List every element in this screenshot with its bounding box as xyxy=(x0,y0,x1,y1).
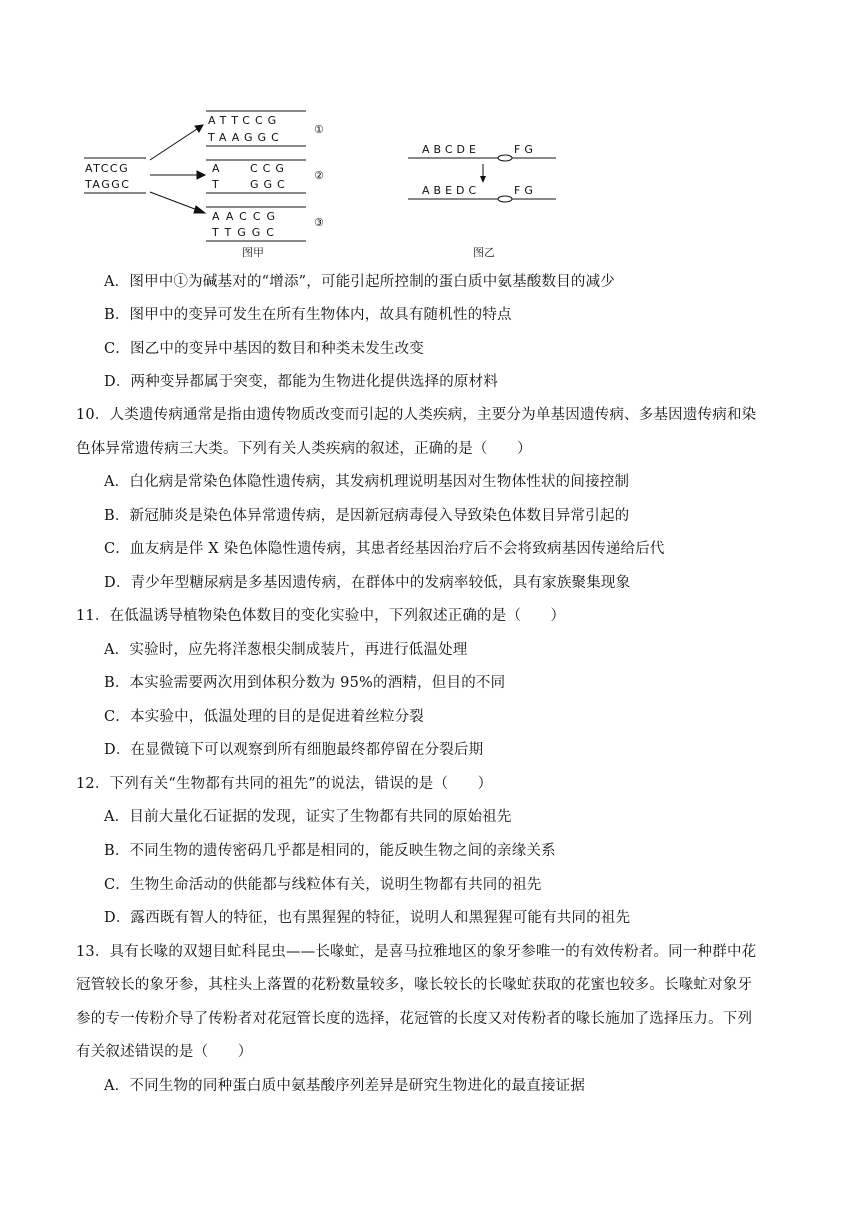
q11-stem: 11．在低温诱导植物染色体数目的变化实验中，下列叙述正确的是（ ） xyxy=(76,608,566,624)
caption-jia: 图甲 xyxy=(242,246,264,259)
q11-option-a: A．实验时，应先将洋葱根尖制成装片，再进行低温处理 xyxy=(104,642,468,658)
q10-option-c: C．血友病是伴 X 染色体隐性遗传病，其患者经基因治疗后不会将致病基因传递给后代 xyxy=(104,541,665,557)
jia-variant-2-top-a: A xyxy=(212,162,220,175)
q11-option-d: D．在显微镜下可以观察到所有细胞最终都停留在分裂后期 xyxy=(104,742,484,758)
yi-after-left: ABEDC xyxy=(422,184,481,197)
jia-variant-2-top-ccg: CCG xyxy=(250,162,289,175)
q12-option-a: A．目前大量化石证据的发现，证实了生物都有共同的原始祖先 xyxy=(104,809,512,825)
q12-option-b: B．不同生物的遗传密码几乎都是相同的，能反映生物之间的亲缘关系 xyxy=(104,843,556,859)
jia-variant-1-bottom: TAAGGC xyxy=(208,131,284,144)
marker-1: ① xyxy=(314,123,324,136)
jia-variant-2-bottom-t: T xyxy=(212,178,219,191)
q12-stem: 12．下列有关“生物都有共同的祖先”的说法，错误的是（ ） xyxy=(76,776,493,792)
q10-option-a: A．白化病是常染色体隐性遗传病，其发病机理说明基因对生物体性状的间接控制 xyxy=(104,474,630,490)
q9-option-a: A．图甲中①为碱基对的“增添”，可能引起所控制的蛋白质中氨基酸数目的减少 xyxy=(104,274,615,290)
q13-stem-line-3: 参的专一传粉介导了传粉者对花冠管长度的选择，花冠管的长度又对传粉者的喙长施加了选择压力。下列 xyxy=(76,1011,753,1027)
q11-option-c: C．本实验中，低温处理的目的是促进着丝粒分裂 xyxy=(104,709,424,725)
caption-yi: 图乙 xyxy=(473,246,495,259)
yi-chromosome-after xyxy=(408,184,556,202)
jia-arrows xyxy=(150,125,205,213)
q9-option-c: C．图乙中的变异中基因的数目和种类未发生改变 xyxy=(104,341,424,357)
q10-option-d: D．青少年型糖尿病是多基因遗传病，在群体中的发病率较低，具有家族聚集现象 xyxy=(104,575,631,591)
jia-original-top: ATCCG xyxy=(85,162,130,175)
q13-option-a: A．不同生物的同种蛋白质中氨基酸序列差异是研究生物进化的最直接证据 xyxy=(104,1078,586,1094)
q10-stem-line-1: 10．人类遗传病通常是指由遗传物质改变而引起的人类疾病，主要分为单基因遗传病、多基因遗传病和染 xyxy=(76,407,757,423)
q13-stem-line-2: 冠管较长的象牙参，其柱头上落置的花粉数量较多，喙长较长的长喙虻获取的花蜜也较多。长喙虻对象牙 xyxy=(76,977,753,993)
marker-3: ③ xyxy=(314,216,324,229)
jia-variant-1-top: ATTCCG xyxy=(208,114,282,127)
q12-option-d: D．露西既有智人的特征，也有黑猩猩的特征，说明人和黑猩猩可能有共同的祖先 xyxy=(104,910,631,926)
q12-option-c: C．生物生命活动的供能都与线粒体有关，说明生物都有共同的祖先 xyxy=(104,877,542,893)
yi-before-right: FG xyxy=(514,143,537,156)
yi-chromosome-before xyxy=(408,143,556,161)
figure-area xyxy=(0,0,860,265)
q13-stem-line-4: 有关叙述错误的是（ ） xyxy=(76,1044,253,1060)
q9-option-b: B．图甲中的变异可发生在所有生物体内，故具有随机性的特点 xyxy=(104,307,512,323)
q10-option-b: B．新冠肺炎是染色体异常遗传病，是因新冠病毒侵入导致染色体数目异常引起的 xyxy=(104,508,630,524)
jia-original-dna xyxy=(84,158,146,193)
q13-stem-line-1: 13．具有长喙的双翅目虻科昆虫——长喙虻，是喜马拉雅地区的象牙参唯一的有效传粉者。同一种群中花 xyxy=(76,944,757,960)
jia-variant-2-bottom-ggc: GGC xyxy=(250,178,290,191)
marker-2: ② xyxy=(314,169,324,182)
jia-original-bottom: TAGGC xyxy=(85,178,131,191)
jia-variant-1 xyxy=(206,111,324,146)
jia-variant-3 xyxy=(206,207,324,241)
q11-option-b: B．本实验需要两次用到体积分数为 95%的酒精，但目的不同 xyxy=(104,675,506,691)
q9-option-d: D．两种变异都属于突变，都能为生物进化提供选择的原材料 xyxy=(104,374,499,390)
yi-after-right: FG xyxy=(514,184,537,197)
yi-before-left: ABCDE xyxy=(422,143,480,156)
q10-stem-line-2: 色体异常遗传病三大类。下列有关人类疾病的叙述，正确的是（ ） xyxy=(76,441,532,457)
jia-variant-3-bottom: TTGGC xyxy=(212,226,280,239)
jia-variant-2 xyxy=(206,160,324,193)
jia-variant-3-top: AACCG xyxy=(212,210,282,223)
yi-arrow xyxy=(480,164,486,183)
